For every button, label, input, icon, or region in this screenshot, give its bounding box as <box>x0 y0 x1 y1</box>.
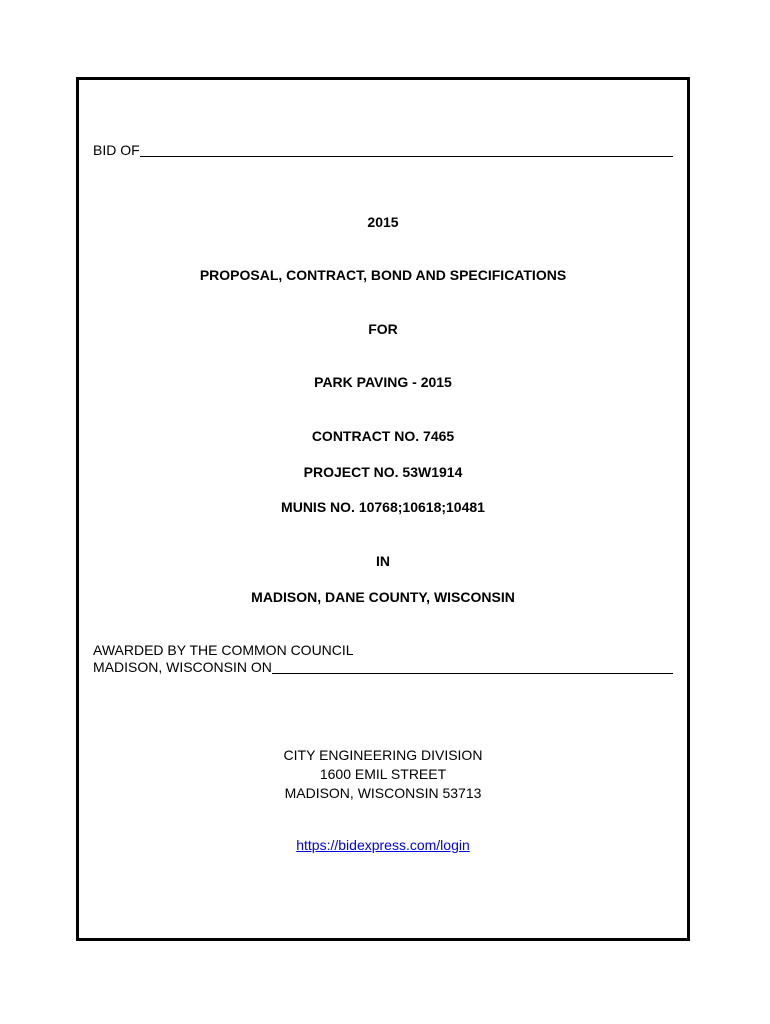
address-city: MADISON, WISCONSIN 53713 <box>284 785 482 801</box>
year: 2015 <box>367 214 399 230</box>
bid-of-blank <box>140 143 673 157</box>
document-frame <box>76 77 690 941</box>
project-number: PROJECT NO. 53W1914 <box>303 464 463 480</box>
bidexpress-link[interactable]: https://bidexpress.com/login <box>296 837 470 853</box>
awarded-date-blank <box>272 660 673 674</box>
address-street: 1600 EMIL STREET <box>319 766 447 782</box>
location: MADISON, DANE COUNTY, WISCONSIN <box>251 589 515 605</box>
awarded-date-label: MADISON, WISCONSIN ON <box>93 659 272 675</box>
munis-number: MUNIS NO. 10768;10618;10481 <box>281 499 485 515</box>
awarded-line-1: AWARDED BY THE COMMON COUNCIL <box>93 642 354 658</box>
address-division: CITY ENGINEERING DIVISION <box>283 747 483 763</box>
in-label: IN <box>376 553 390 569</box>
awarded-line-2 <box>93 659 673 675</box>
contract-number: CONTRACT NO. 7465 <box>311 428 455 444</box>
bid-of-label: BID OF <box>93 142 140 158</box>
bid-of-line <box>93 142 673 158</box>
bidexpress-link-row <box>79 837 687 853</box>
document-heading: PROPOSAL, CONTRACT, BOND AND SPECIFICATIONS <box>199 267 567 283</box>
project-name: PARK PAVING - 2015 <box>314 374 452 390</box>
for-label: FOR <box>368 321 398 337</box>
